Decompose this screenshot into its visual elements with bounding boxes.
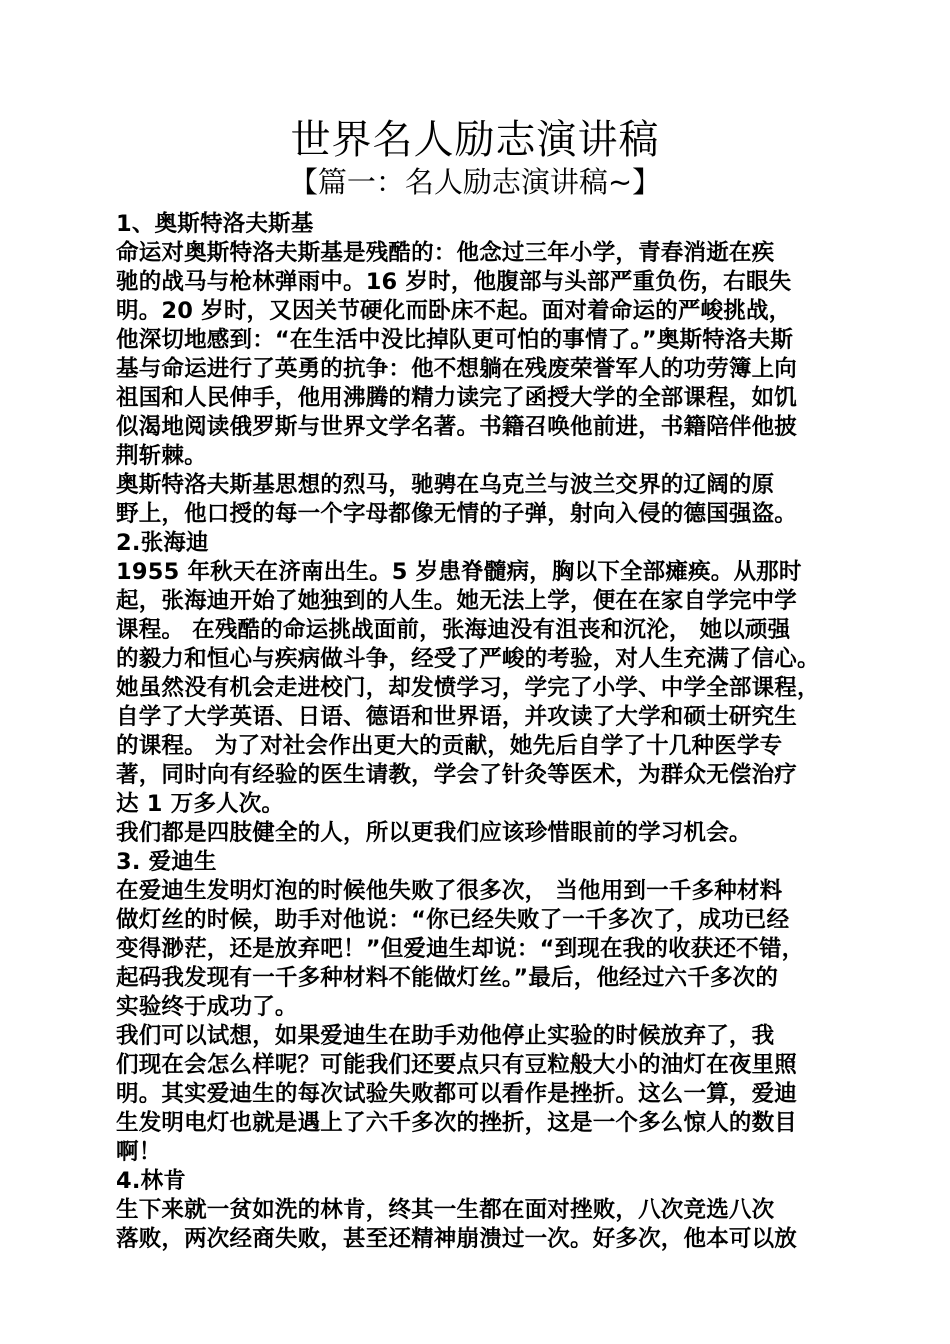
body-line: 生发明电灯也就是遇上了六千多次的挫折，这是一个多么惊人的数目	[116, 1110, 798, 1136]
document-subtitle: 【篇一：名人励志演讲稿~】	[288, 165, 662, 199]
body-line: 起，张海迪开始了她独到的人生。她无法上学，便在在家自学完中学	[116, 588, 798, 614]
body-line: 我们可以试想，如果爱迪生在助手劝他停止实验的时候放弃了，我	[116, 1023, 775, 1049]
body-line: 驰的战马与枪林弹雨中。16 岁时，他腹部与头部严重负伤，右眼失	[116, 269, 792, 295]
body-line: 野上，他口授的每一个字母都像无情的子弹，射向入侵的德国强盗。	[116, 501, 798, 527]
body-line: 明。20 岁时，又因关节硬化而卧床不起。面对着命运的严峻挑战，	[116, 298, 792, 324]
body-line: 明。其实爱迪生的每次试验失败都可以看作是挫折。这么一算，爱迪	[116, 1081, 798, 1107]
body-line: 的毅力和恒心与疾病做斗争，经受了严峻的考验，对人生充满了信心。	[116, 646, 820, 672]
body-line: 啊！	[116, 1139, 162, 1165]
body-line: 自学了大学英语、日语、德语和世界语，并攻读了大学和硕士研究生	[116, 704, 798, 730]
body-line: 起码我发现有一千多种材料不能做灯丝。”最后，他经过六千多次的	[116, 965, 779, 991]
body-line: 们现在会怎么样呢？可能我们还要点只有豆粒般大小的油灯在夜里照	[116, 1052, 798, 1078]
body-line: 4.林肯	[116, 1168, 187, 1194]
body-line: 他深切地感到：“在生活中没比掉队更可怕的事情了。”奥斯特洛夫斯	[116, 327, 794, 353]
body-line: 似渴地阅读俄罗斯与世界文学名著。书籍召唤他前进，书籍陪伴他披	[116, 414, 798, 440]
document-title: 世界名人励志演讲稿	[290, 117, 660, 163]
body-line: 基与命运进行了英勇的抗争：他不想躺在残废荣誉军人的功劳簿上向	[116, 356, 798, 382]
body-line: 命运对奥斯特洛夫斯基是残酷的：他念过三年小学，青春消逝在疾	[116, 240, 775, 266]
body-line: 荆斩棘。	[116, 443, 207, 469]
body-line: 我们都是四肢健全的人，所以更我们应该珍惜眼前的学习机会。	[116, 820, 752, 846]
body-line: 3. 爱迪生	[116, 849, 217, 875]
body-line: 实验终于成功了。	[116, 994, 298, 1020]
body-line: 变得渺茫，还是放弃吧！”但爱迪生却说：“到现在我的收获还不错，	[116, 936, 805, 962]
body-line: 做灯丝的时候，助手对他说：“你已经失败了一千多次了，成功已经	[116, 907, 790, 933]
body-line: 1、奥斯特洛夫斯基	[116, 211, 314, 237]
body-line: 课程。 在残酷的命运挑战面前，张海迪没有沮丧和沉沦， 她以顽强	[116, 617, 791, 643]
document-body	[116, 210, 838, 1254]
body-line: 在爱迪生发明灯泡的时候他失败了很多次， 当他用到一千多种材料	[116, 878, 783, 904]
body-line: 奥斯特洛夫斯基思想的烈马，驰骋在乌克兰与波兰交界的辽阔的原	[116, 472, 775, 498]
body-line: 达 1 万多人次。	[116, 791, 285, 817]
body-line: 生下来就一贫如洗的林肯，终其一生都在面对挫败，八次竞选八次	[116, 1197, 775, 1223]
body-line: 祖国和人民伸手，他用沸腾的精力读完了函授大学的全部课程，如饥	[116, 385, 798, 411]
body-line: 的课程。 为了对社会作出更大的贡献，她先后自学了十几种医学专	[116, 733, 783, 759]
body-line: 落败，两次经商失败，甚至还精神崩溃过一次。好多次，他本可以放	[116, 1226, 798, 1252]
body-line: 1955 年秋天在济南出生。5 岁患脊髓病，胸以下全部瘫痪。从那时	[116, 559, 802, 585]
body-line: 2.张海迪	[116, 530, 209, 556]
body-line: 她虽然没有机会走进校门，却发愤学习，学完了小学、中学全部课程，	[116, 675, 820, 701]
body-line: 著，同时向有经验的医生请教，学会了针灸等医术，为群众无偿治疗	[116, 762, 798, 788]
